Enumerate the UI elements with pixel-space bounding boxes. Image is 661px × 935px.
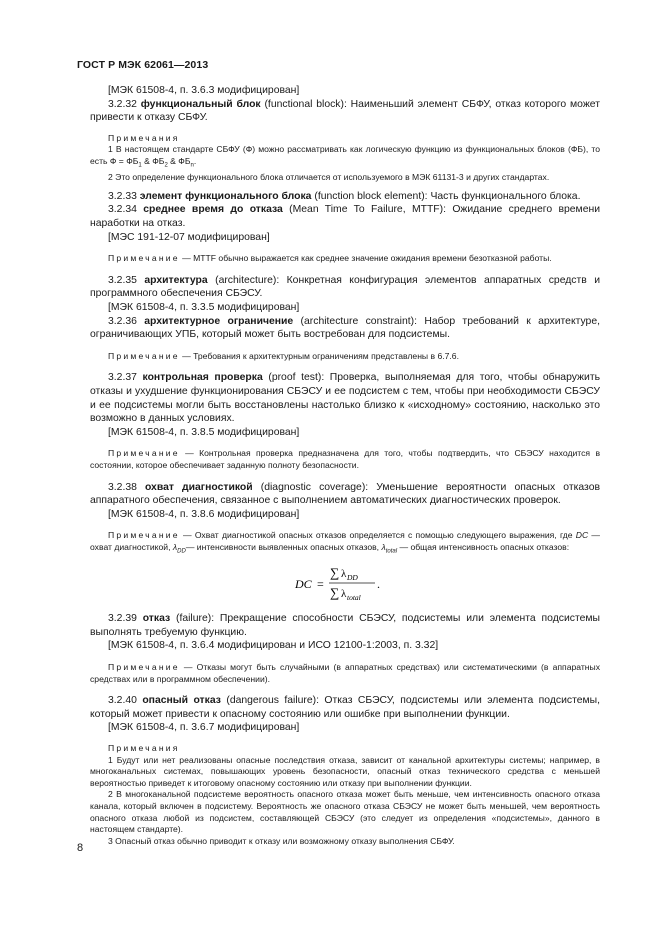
reference: [МЭК 61508-4, п. 3.3.5 модифицирован] xyxy=(108,302,300,314)
note-text: — Отказы могут быть случайными (в аппаратных средствах) или систематическими (в аппаратных средствах или в программном обеспечении). xyxy=(90,662,601,684)
formula-sub-den: total xyxy=(347,593,361,603)
term-3-2-32 xyxy=(90,98,600,125)
term-name: среднее время до отказа xyxy=(143,204,283,216)
term-definition: (Mean Time To Failure, MTTF): Ожидание среднего времени наработки на отказ. xyxy=(90,204,601,230)
term-name: отказ xyxy=(142,613,171,625)
note-label: Примечание xyxy=(108,448,180,459)
note-text: & ФБ xyxy=(141,155,165,166)
note-text: — охват диагностикой, xyxy=(90,530,601,552)
note-text: — общая интенсивность опасных отказов: xyxy=(399,541,570,552)
note-item xyxy=(90,351,600,363)
term-name: опасный отказ xyxy=(142,695,221,707)
reference: [МЭС 191-12-07 модифицирован] xyxy=(108,231,270,243)
term-3-2-34 xyxy=(90,203,600,230)
note-label: Примечание xyxy=(108,662,180,673)
reference: [МЭК 61508-4, п. 3.6.7 модифицирован] xyxy=(108,722,300,734)
term-definition: (architecture constraint): Набор требований к архитектуре, ограничивающих УПБ, который может быть востребован для подсистемы. xyxy=(90,315,600,341)
subscript: DD xyxy=(177,548,186,555)
page-number: 8 xyxy=(77,842,84,854)
note-item xyxy=(90,448,600,471)
term-3-2-36 xyxy=(90,315,600,342)
subscript: total xyxy=(385,548,398,555)
note-item xyxy=(90,253,600,265)
note-label: Примечание xyxy=(108,350,180,361)
dc-formula xyxy=(90,562,600,604)
term-3-2-37 xyxy=(90,371,600,425)
term-definition: (proof test): Проверка, выполняемая для того, чтобы обнаружить отказы и ухудшение функционирования СБЭСУ и ее подсистем с тем, чтобы при необходимости СБЭСУ и ее подсистемы могли быть восстановлены настолько близко к «исходному» состоянию, насколько это возможно в данных условиях. xyxy=(90,372,600,425)
note-text: — Охват диагностикой опасных отказов определяется с помощью следующего выражения, где xyxy=(183,530,573,541)
formula-eq: = xyxy=(317,577,324,592)
formula-sub-num: DD xyxy=(347,573,358,583)
note-text: — интенсивности выявленных опасных отказов, xyxy=(185,541,380,552)
note-item xyxy=(90,662,600,685)
formula-svg xyxy=(90,562,600,604)
term-definition: (function block element): Часть функционального блока. xyxy=(314,190,581,202)
formula-end: . xyxy=(377,577,380,592)
term-number: 3.2.34 xyxy=(108,204,137,216)
formula-lambda-den: λ xyxy=(341,588,347,601)
notes-heading: Примечания xyxy=(108,132,180,143)
term-definition: (architecture): Конкретная конфигурация элементов аппаратных средств и программного обеспечения СБЭСУ. xyxy=(90,274,601,300)
note-label: Примечание xyxy=(108,253,180,264)
term-number: 3.2.38 xyxy=(108,481,137,493)
note-text: — Контрольная проверка предназначена для того, чтобы подтвердить, что СБЭСУ находится в состоянии, которое обеспечивает заданную полноту безопасности. xyxy=(90,448,601,470)
note-item xyxy=(90,530,600,558)
term-3-2-38 xyxy=(90,481,600,508)
note-label: Примечание xyxy=(108,530,180,541)
subscript: 2 xyxy=(164,162,168,169)
note-item: 2 В многоканальной подсистеме вероятность опасного отказа может быть меньше, чем интенсивность опасного отказа канала, который включен в подсистему. Вероятность же опасного отказа СБЭСУ не может быть меньшей, чем вероятность опасного отказа любой из подсистем, составляющей СБЭСУ (это следует из определения «подсистемы», данного в настоящем стандарте). xyxy=(90,789,600,835)
note-text: & ФБ xyxy=(167,155,191,166)
term-definition: (functional block): Наименьший элемент СБФУ, отказ которого может привести к отказу СБФУ. xyxy=(90,98,600,124)
note-item: 3 Опасный отказ обычно приводит к отказу или возможному отказу выполнения СБФУ. xyxy=(108,835,455,846)
term-number: 3.2.33 xyxy=(108,190,137,202)
reference: [МЭК 61508-4, п. 3.6.4 модифицирован и ИСО 12100-1:2003, п. 3.32] xyxy=(108,640,439,652)
note-text: — MTTF обычно выражается как среднее значение ожидания времени безотказной работы. xyxy=(182,253,552,264)
reference: [МЭК 61508-4, п. 3.8.5 модифицирован] xyxy=(108,426,300,438)
term-number: 3.2.36 xyxy=(108,315,137,327)
note-item: 2 Это определение функционального блока отличается от используемого в МЭК 61131-3 и других стандартах. xyxy=(108,172,550,183)
symbol: DC xyxy=(575,530,589,541)
term-definition: (diagnostic coverage): Уменьшение вероятности опасных отказов аппаратного обеспечения, связанное с выполнением автоматических диагностических проверок. xyxy=(90,481,600,507)
term-number: 3.2.40 xyxy=(108,695,137,707)
page-header: ГОСТ Р МЭК 62061—2013 xyxy=(77,59,209,71)
term-name: элемент функционального блока xyxy=(139,190,312,202)
symbol: λ xyxy=(172,541,178,552)
formula-lhs: DC xyxy=(295,577,312,592)
notes-heading: Примечания xyxy=(108,743,180,753)
subscript: n xyxy=(190,162,194,169)
note-text: — Требования к архитектурным ограничениям представлены в 6.7.6. xyxy=(182,350,459,361)
symbol: λ xyxy=(381,541,386,552)
subscript: 1 xyxy=(138,162,142,169)
term-name: архитектурное ограничение xyxy=(144,315,294,327)
term-number: 3.2.39 xyxy=(108,613,137,625)
term-definition: (failure): Прекращение способности СБЭСУ, подсистемы или элемента подсистемы выполнять требуемую функцию. xyxy=(90,613,600,638)
formula-lambda-num: λ xyxy=(341,568,347,581)
formula-sum-num: ∑ xyxy=(330,565,340,581)
term-3-2-33 xyxy=(90,190,600,204)
term-definition: (dangerous failure): Отказ СБЭСУ, подсистемы или элемента подсистемы, который может привести к опасному состоянию или ошибке при выполнении функции. xyxy=(90,695,601,720)
note-item: 1 Будут или нет реализованы опасные последствия отказа, зависит от канальной архитектуры системы; например, в многоканальных системах, повышающих уровень безопасности, опасный отказ технического средства с меньшей вероятностью приведет к итоговому опасному состоянию или отказу при выполнении функции. xyxy=(90,754,600,788)
term-name: охват диагностикой xyxy=(144,481,253,493)
term-name: архитектура xyxy=(144,274,208,286)
term-name: контрольная проверка xyxy=(142,372,263,384)
term-number: 3.2.37 xyxy=(108,372,137,384)
note-text: . xyxy=(193,155,197,166)
term-3-2-39 xyxy=(90,612,600,639)
term-3-2-40 xyxy=(90,694,600,721)
note-text: 1 В настоящем стандарте СБФУ (Ф) можно рассматривать как логическую функцию из функциональных блоков (ФБ), то есть Ф = ФБ xyxy=(90,144,600,166)
term-3-2-35 xyxy=(90,274,600,301)
term-number: 3.2.35 xyxy=(108,274,137,286)
page-content xyxy=(90,84,600,847)
reference: [МЭК 61508-4, п. 3.6.3 модифицирован] xyxy=(108,85,300,96)
term-number: 3.2.32 xyxy=(108,98,137,110)
term-name: функциональный блок xyxy=(140,98,261,110)
note-item xyxy=(90,144,600,172)
formula-sum-den: ∑ xyxy=(330,585,340,601)
reference: [МЭК 61508-4, п. 3.8.6 модифицирован] xyxy=(108,508,300,520)
